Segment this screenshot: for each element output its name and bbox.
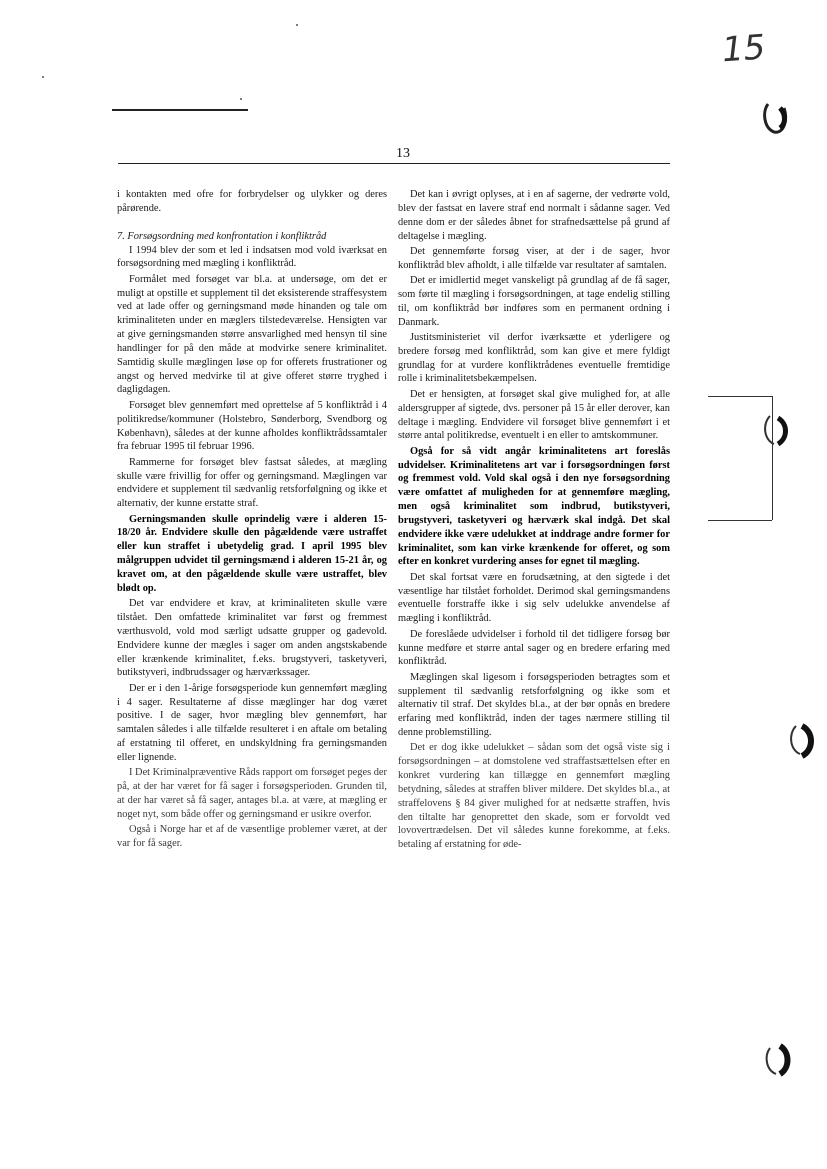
page-number: 13 <box>396 146 410 161</box>
paragraph: Det er imidlertid meget vanskeligt på grundlag af de få sager, som førte til mægling i forsøgsordningen, at tage endelig stilling til, om konfliktråd bør indføres som en permanent ordning i Danmark. <box>398 275 670 328</box>
paragraph: Gerningsmanden skulle oprindelig være i alderen 15-18/20 år. Endvidere skulle den pågældende være ustraffet eller kun straffet i ubetydelig grad. I april 1995 blev målgruppen udvidet til gerningsmænd i alderen 15-21 år, og kravet om, at den pågældende skulle være ustraffet, blev blødt op. <box>117 513 387 594</box>
paragraph: Der er i den 1-årige forsøgsperiode kun gennemført mægling i 4 sager. Resultaterne af disse mæglinger har dog været positive. I de sager, hvor mægling blev gennemført, har samtalen således i alle tilfælde resulteret i en aftale om betaling af erstatning til offeret, en undskyldning fra gerningsmanden eller lignende. <box>117 682 387 763</box>
paragraph: Også for så vidt angår kriminalitetens art foreslås udvidelser. Kriminalitetens art var i forsøgsordningen først og fremmest vold. Vold skal også i den nye forsøgsordning være omfattet af muligheden for at gennemføre mægling, men også kriminalitet som indbrud, butikstyveri, brugstyveri, tasketyveri og hærværk skal indgå. Det skal endvidere ikke være udelukket at inddrage andre former for kriminalitet, som kan virke krænkende for offeret, og som efter en konkret vurdering anses for egnet til mægling. <box>398 445 670 568</box>
scan-speck <box>42 76 44 78</box>
paragraph: Det er dog ikke udelukket – sådan som det også viste sig i forsøgsordningen – at domstolene ved straffastsættelsen efter en konkret vurdering kan tillægge en gennemført mægling betydning, således at straffen bliver mildere. Det skyldes bl.a., at straffelovens § 84 giver mulighed for at nedsætte straffen, hvis den tiltalte har genoprettet den skade, som er forvoldt ved lovovertrædelsen. Det vil således kunne forekomme, at f.eks. betaling af erstatning for øde- <box>398 742 670 851</box>
right-column <box>398 188 670 854</box>
paragraph: Formålet med forsøget var bl.a. at undersøge, om det er muligt at opstille et supplement til det eksisterende straffesystem ved at lade offer og gerningsmand møde hinanden og tale om kriminaliteten under en mæglers tilstedeværelse. Hensigten var at give gerningsmanden større ansvarlighed med hensyn til sine handlinger for på den måde at modvirke senere kriminalitet. Samtidig skulle mæglingen løse op for offerets frustrationer og angst og herved medvirke til at give offeret større tryghed i dagligdagen. <box>117 273 387 396</box>
paragraph: Det var endvidere et krav, at kriminaliteten skulle være tilstået. Den omfattede kriminalitet var først og fremmest værthusvold, vold mod særligt udsatte grupper og gadevold. Endvidere kunne der mægles i sager om anden angstskabende eller krænkende kriminalitet, f.eks. brugstyveri, tasketyveri, butikstyveri, indbrudssager og hærværkssager. <box>117 598 387 679</box>
paragraph: De foreslåede udvidelser i forhold til det tidligere forsøg bør kunne medføre et større antal sager og en bredere erfaring med konfliktråd. <box>398 628 670 668</box>
paragraph: I Det Kriminalpræventive Råds rapport om forsøget peges der på, at der har været for få sager i forsøgsperioden. Grunden til, at der har været så få sager, antages bl.a. at være, at mægling er noget nyt, som både offer og gerningsmand er usikre overfor. <box>117 767 387 820</box>
paragraph: Det kan i øvrigt oplyses, at i en af sagerne, der vedrørte vold, blev der fastsat en lavere straf end normalt i sådanne sager. Ved denne dom er der således åbnet for strafnedsættelse på grund af deltagelse i mægling. <box>398 189 670 242</box>
paragraph: I 1994 blev der som et led i indsatsen mod vold iværksat en forsøgsordning med mægling i konfliktråd. <box>117 244 387 270</box>
paragraph: Mæglingen skal ligesom i forsøgsperioden betragtes som et supplement til sædvanlig retsforfølgning og ikke som et alternativ til straf. Det skyldes bl.a., at der bør opnås en bredere erfaring med konfliktråd, inden der tages nærmere stilling til denne problemstilling. <box>398 671 670 739</box>
paragraph: Det skal fortsat være en forudsætning, at den sigtede i det væsentlige har tilstået forholdet. Derimod skal gerningsmandens eventuelle forstraffe ikke i sig selv udelukke anvendelse af mægling i konfliktråd. <box>398 571 670 625</box>
margin-bracket-mark <box>708 396 772 397</box>
header-rule <box>118 163 670 164</box>
section-heading: 7. Forsøgsordning med konfrontation i konfliktråd <box>117 230 327 242</box>
paragraph: Rammerne for forsøget blev fastsat således, at mægling skulle være frivillig for offer og gerningsmand. Mæglingen var endvidere et supplement til sædvanlig retsforfølgning og ikke et alternativ, der kunne erstatte straf. <box>117 456 387 510</box>
scan-speck <box>240 98 242 100</box>
punch-hole-icon <box>760 410 790 450</box>
paragraph: Forsøget blev gennemført med oprettelse af 5 konfliktråd i 4 politikredse/kommuner (Holstebro, Sønderborg, Svendborg og København), således at der kunne afholdes konfliktrådssamtaler fra februar 1995 til februar 1996. <box>117 399 387 453</box>
punch-hole-icon <box>760 98 790 138</box>
paragraph: Det gennemførte forsøg viser, at der i de sager, hvor konfliktråd blev afholdt, i alle tilfælde var resultater af samtalen. <box>398 245 670 271</box>
top-margin-line <box>112 109 248 111</box>
margin-bracket-mark <box>708 520 772 521</box>
left-column <box>117 188 387 852</box>
margin-bracket-mark <box>772 396 773 520</box>
paragraph: Justitsministeriet vil derfor iværksætte et yderligere og bredere forsøg med konfliktråd, som kan give et mere fyldigt grundlag for at vurdere konfliktrådenes eventuelle fremtidige rolle i kriminalitetsbekæmpelsen. <box>398 331 670 385</box>
paragraph: Det er hensigten, at forsøget skal give mulighed for, at alle aldersgrupper af sigtede, dvs. personer på 15 år eller derover, kan deltage i mægling. Endvidere vil forsøget blive gennemført i et større antal politikredse, eventuelt i en eller to amtskommuner. <box>398 388 670 442</box>
scan-speck <box>296 24 298 26</box>
handwritten-page-number: 15 <box>720 27 767 71</box>
paragraph: Også i Norge har et af de væsentlige problemer været, at der var for få sager. <box>117 824 387 849</box>
punch-hole-icon <box>786 720 816 760</box>
paragraph: i kontakten med ofre for forbrydelser og ulykker og deres pårørende. <box>117 189 387 214</box>
punch-hole-icon <box>762 1040 792 1080</box>
